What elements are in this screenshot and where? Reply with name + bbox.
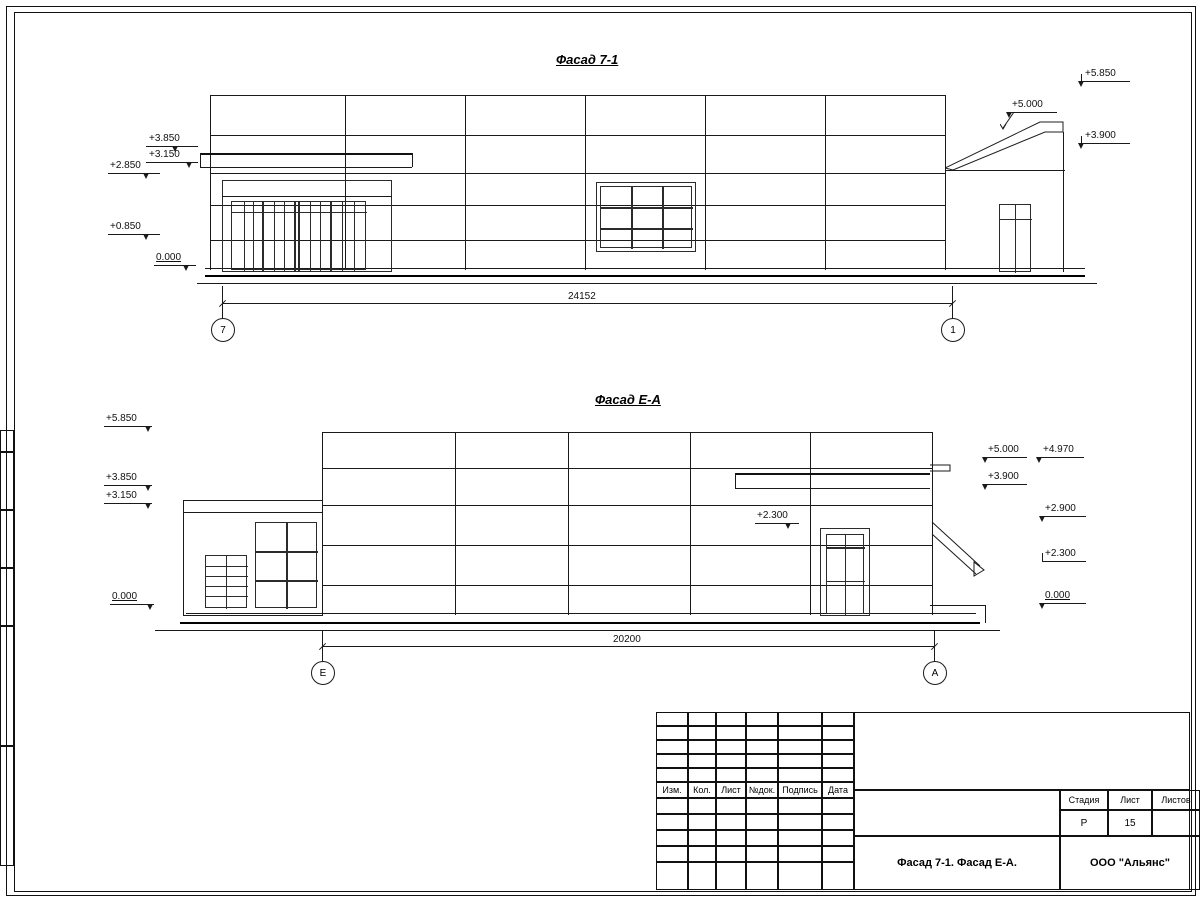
facade1-right-level-3-label: +3.900 <box>1085 130 1116 141</box>
facade2-level-4-label: 0.000 <box>112 591 138 602</box>
facade1-right-level-1-label: +5.850 <box>1085 68 1116 79</box>
facade1-axis-left: 7 <box>211 318 235 342</box>
facade2-right-level-4-label: +2.900 <box>1045 503 1076 514</box>
facade2-right-level-2-label: +4.970 <box>1043 444 1074 455</box>
tb-col-list: Лист <box>716 782 746 798</box>
facade2-right-level-1-label: +5.000 <box>988 444 1019 455</box>
facade2-level-mid-label: +2.300 <box>757 510 788 521</box>
tb-col-podpis: Подпись <box>778 782 822 798</box>
facade1-level-2-label: +3.150 <box>149 149 180 160</box>
facade1-right-level-2-label: +5.000 <box>1012 99 1043 110</box>
facade2-level-3-label: +3.150 <box>106 490 137 501</box>
facade2-right-level-3-label: +3.900 <box>988 471 1019 482</box>
tb-sheets-value <box>1152 810 1200 836</box>
facade2-right-level-5-label: +2.300 <box>1045 548 1076 559</box>
facade2-level-1-label: +5.850 <box>106 413 137 424</box>
facade1-level-1-label: +3.850 <box>149 133 180 144</box>
tb-drawing-title: Фасад 7-1. Фасад Е-А. <box>854 836 1060 890</box>
facade1-entrance-glazing <box>231 201 366 270</box>
facade1-title: Фасад 7-1 <box>556 52 619 67</box>
facade2-left-louvre <box>205 555 247 608</box>
tb-col-kol: Кол. <box>688 782 716 798</box>
facade1-side-door <box>999 204 1031 272</box>
tb-col-data: Дата <box>822 782 854 798</box>
tb-sheets-header: Листов <box>1152 790 1200 810</box>
facade2-level-2-label: +3.850 <box>106 472 137 483</box>
facade1-level-5-label: 0.000 <box>156 252 182 263</box>
facade1-level-3-label: +2.850 <box>110 160 141 171</box>
tb-sheet-header: Лист <box>1108 790 1152 810</box>
tb-sheet-value: 15 <box>1108 810 1152 836</box>
facade1-level-4-label: +0.850 <box>110 221 141 232</box>
facade1-overall-dim: 24152 <box>568 291 596 302</box>
tb-stage-value: Р <box>1060 810 1108 836</box>
facade2-overall-dim: 20200 <box>613 634 641 645</box>
tb-stage-header: Стадия <box>1060 790 1108 810</box>
facade2-left-window <box>255 522 317 608</box>
facade2-title: Фасад Е-А <box>595 392 661 407</box>
facade2-axis-left: Е <box>311 661 335 685</box>
tb-col-izm: Изм. <box>656 782 688 798</box>
tb-col-ndok: №док. <box>746 782 778 798</box>
tb-org: ООО "Альянс" <box>1060 836 1200 890</box>
facade1-axis-right: 1 <box>941 318 965 342</box>
facade2-axis-right: А <box>923 661 947 685</box>
facade2-right-level-6-label: 0.000 <box>1045 590 1071 601</box>
